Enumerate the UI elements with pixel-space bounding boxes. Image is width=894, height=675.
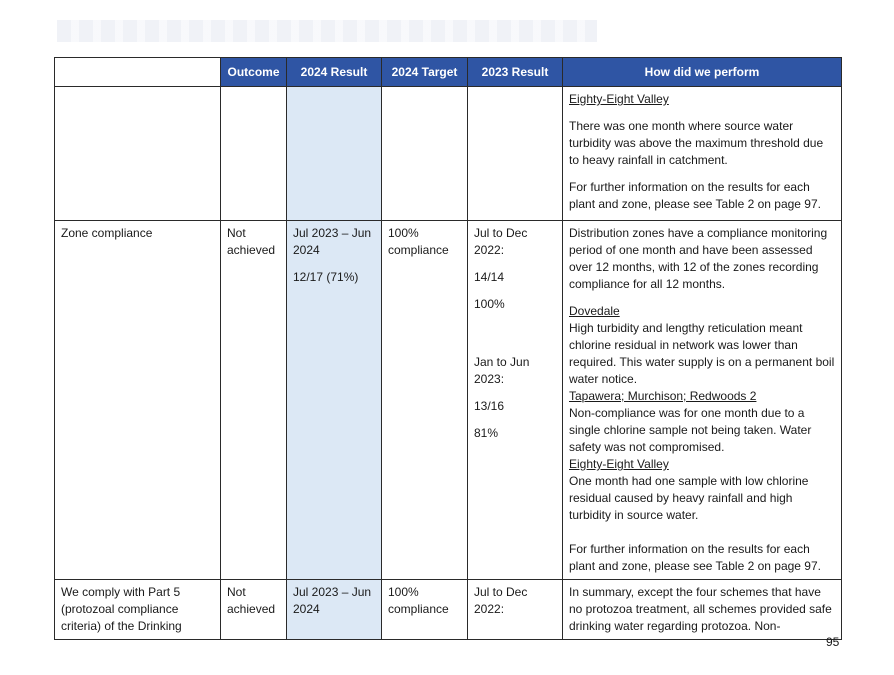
cell-2024-result bbox=[287, 87, 382, 221]
cell-2024-result bbox=[287, 221, 382, 580]
table-row bbox=[55, 221, 842, 580]
result-period: Jan to Jun 2023: bbox=[474, 355, 530, 386]
result-period: Jul 2023 – Jun 2024 bbox=[293, 226, 372, 257]
result-period: Jul to Dec 2022: bbox=[474, 226, 528, 257]
result-percent: 81% bbox=[474, 426, 499, 440]
perf-heading: Tapawera; Murchison; Redwoods 2 bbox=[569, 389, 757, 403]
cell-2023-result: Jul to Dec 2022: bbox=[468, 580, 563, 640]
perf-text: One month had one sample with low chlorine residual caused by heavy rainfall and high turbidity in source water. bbox=[569, 474, 809, 522]
table-header-row bbox=[55, 58, 842, 87]
cell-2023-result bbox=[468, 221, 563, 580]
cell-outcome bbox=[221, 87, 287, 221]
table-row bbox=[55, 87, 842, 221]
perf-heading: Dovedale bbox=[569, 304, 620, 318]
result-value: 14/14 bbox=[474, 270, 505, 284]
page-number: 95 bbox=[826, 635, 840, 649]
perf-text: High turbidity and lengthy reticulation meant chlorine residual in network was lower than required. This water supply is on a permanent boil water notice. bbox=[569, 321, 835, 386]
page-header-band bbox=[57, 20, 597, 42]
cell-performance: In summary, except the four schemes that have no protozoa treatment, all schemes provided safe drinking water regarding protozoa. Non- bbox=[563, 580, 842, 640]
perf-text: For further information on the results for each plant and zone, please see Table 2 on page 97. bbox=[569, 542, 821, 573]
header-2024-result: 2024 Result bbox=[287, 58, 382, 87]
header-measure bbox=[55, 58, 221, 87]
perf-text: Distribution zones have a compliance monitoring period of one month and have been assessed over 12 months, with 12 of the zones recording compliance for all 12 months. bbox=[569, 226, 828, 291]
header-2024-target: 2024 Target bbox=[382, 58, 468, 87]
cell-outcome: Not achieved bbox=[221, 580, 287, 640]
header-2023-result: 2023 Result bbox=[468, 58, 563, 87]
cell-2024-target bbox=[382, 87, 468, 221]
cell-measure: Zone compliance bbox=[55, 221, 221, 580]
cell-measure bbox=[55, 87, 221, 221]
perf-text: Non-compliance was for one month due to a single chlorine sample not being taken. Water safety was not compromised. bbox=[569, 406, 812, 454]
header-how-did-we-perform: How did we perform bbox=[563, 58, 842, 87]
result-value: 13/16 bbox=[474, 399, 505, 413]
cell-performance bbox=[563, 87, 842, 221]
result-percent: 100% bbox=[474, 297, 505, 311]
cell-2024-result: Jul 2023 – Jun 2024 bbox=[287, 580, 382, 640]
perf-text: There was one month where source water turbidity was above the maximum threshold due to heavy rainfall in catchment. bbox=[569, 119, 824, 167]
cell-performance bbox=[563, 221, 842, 580]
result-value: 12/17 (71%) bbox=[293, 270, 359, 284]
performance-table bbox=[54, 57, 842, 640]
cell-outcome: Not achieved bbox=[221, 221, 287, 580]
header-outcome: Outcome bbox=[221, 58, 287, 87]
perf-text: For further information on the results for each plant and zone, please see Table 2 on page 97. bbox=[569, 180, 821, 211]
perf-heading: Eighty-Eight Valley bbox=[569, 457, 669, 471]
perf-heading: Eighty-Eight Valley bbox=[569, 92, 669, 106]
cell-measure: We comply with Part 5 (protozoal compliance criteria) of the Drinking bbox=[55, 580, 221, 640]
table-row bbox=[55, 580, 842, 640]
cell-2023-result bbox=[468, 87, 563, 221]
cell-2024-target: 100% compliance bbox=[382, 221, 468, 580]
cell-2024-target: 100% compliance bbox=[382, 580, 468, 640]
